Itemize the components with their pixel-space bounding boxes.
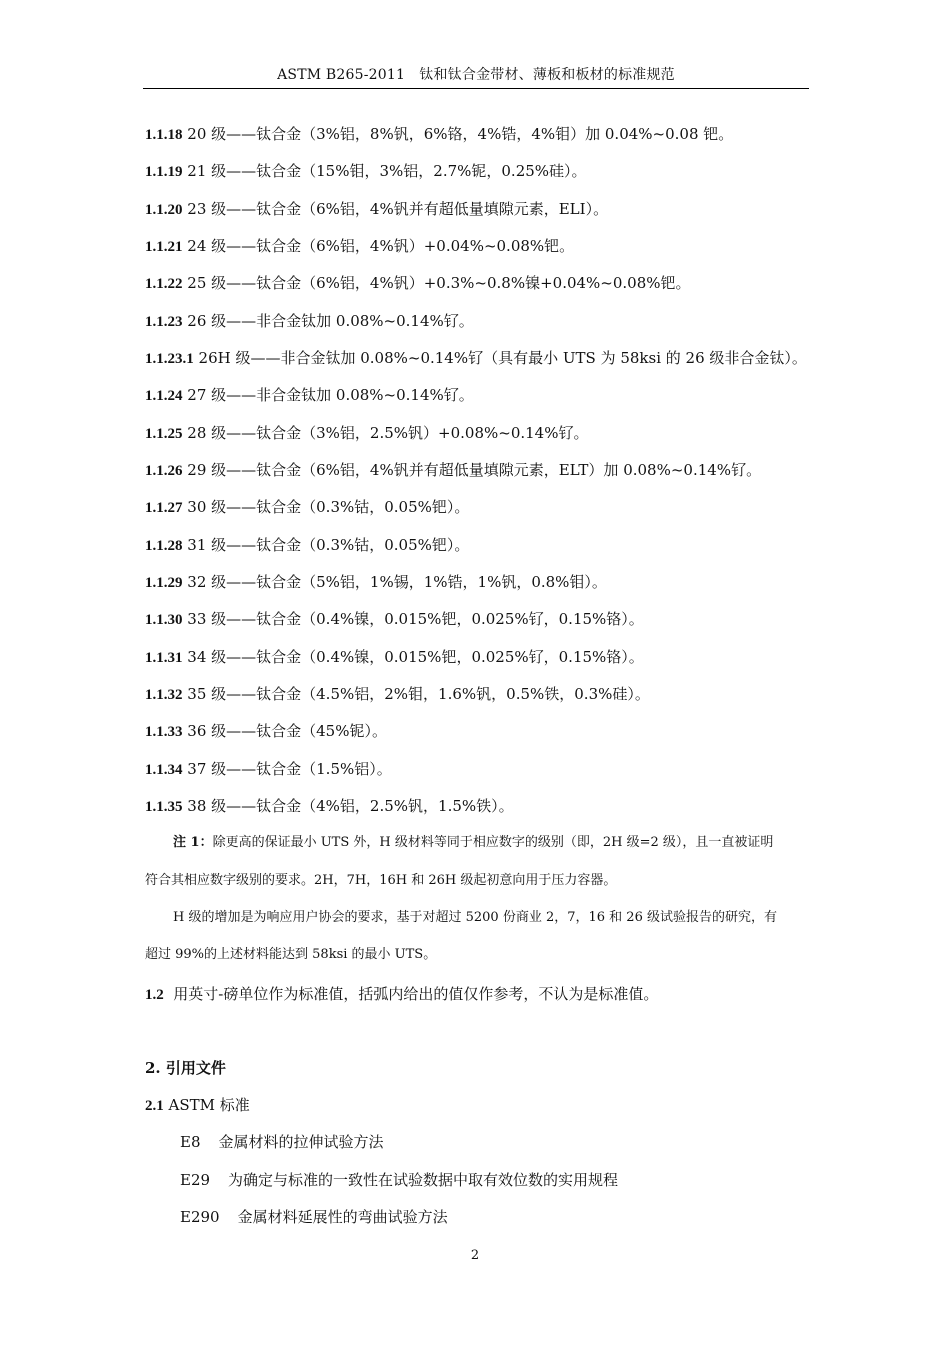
clause-number: 1.1.32: [145, 687, 183, 703]
clause-number: 1.1.31: [145, 650, 183, 666]
note-line-2: 符合其相应数字级别的要求。2H，7H，16H 和 26H 级起初意向用于压力容器。: [145, 873, 617, 888]
clause-1-1-28: [145, 533, 469, 557]
clause-text: 36 级——钛合金（45%铌）。: [187, 722, 387, 740]
clause-number: 1.1.24: [145, 388, 183, 404]
clause-text: 35 级——钛合金（4.5%铝，2%钼，1.6%钒，0.5%铁，0.3%硅）。: [187, 685, 650, 703]
clause-text: 34 级——钛合金（0.4%镍，0.015%钯，0.025%钌，0.15%铬）。: [187, 648, 644, 666]
clause-text: 30 级——钛合金（0.3%钴，0.05%钯）。: [187, 498, 470, 516]
section-2-title: 2. 引用文件: [145, 1059, 226, 1077]
clause-1-1-26: [145, 458, 761, 482]
page-header: ASTM B265-2011 钛和钛合金带材、薄板和板材的标准规范: [143, 62, 809, 89]
note-line-3: H 级的增加是为响应用户协会的要求，基于对超过 5200 份商业 2，7，16 和 26 级试验报告的研究，有: [173, 910, 777, 925]
clause-number: 1.1.30: [145, 612, 183, 628]
clause-1-2: [145, 982, 658, 1006]
clause-number: 1.1.28: [145, 538, 183, 554]
clause-number: 1.1.29: [145, 575, 183, 591]
clause-number: 1.1.25: [145, 426, 183, 442]
reference-code: E29: [180, 1171, 211, 1189]
clause-text: 26 级——非合金钛加 0.08%~0.14%钌。: [187, 312, 474, 330]
clause-1-1-31: [145, 645, 644, 669]
clause-1-1-32: [145, 682, 650, 706]
clause-text: 33 级——钛合金（0.4%镍，0.015%钯，0.025%钌，0.15%铬）。: [187, 610, 644, 628]
clause-number: 1.1.22: [145, 276, 183, 292]
clause-number: 1.1.23: [145, 314, 183, 330]
clause-number: 1.1.23.1: [145, 351, 194, 367]
reference-code: E8: [180, 1133, 201, 1151]
clause-1-1-23: [145, 309, 474, 333]
clause-1-1-24: [145, 383, 474, 407]
reference-e290: [180, 1205, 448, 1229]
clause-text: 23 级——钛合金（6%铝，4%钒并有超低量填隙元素，ELI）。: [187, 200, 609, 218]
clause-text: ASTM 标准: [168, 1096, 250, 1114]
clause-text: 37 级——钛合金（1.5%铝）。: [187, 760, 392, 778]
reference-title: 金属材料的拉伸试验方法: [218, 1133, 384, 1151]
clause-text: 29 级——钛合金（6%铝，4%钒并有超低量填隙元素，ELT）加 0.08%~0.14%钌。: [187, 461, 762, 479]
note-line-4: 超过 99%的上述材料能达到 58ksi 的最小 UTS。: [145, 947, 437, 962]
clause-1-1-35: [145, 794, 514, 818]
clause-text: 25 级——钛合金（6%铝，4%钒）+0.3%~0.8%镍+0.04%~0.08%钯。: [187, 274, 691, 292]
clause-text: 32 级——钛合金（5%铝，1%锡，1%锆，1%钒，0.8%钼）。: [187, 573, 607, 591]
clause-number: 2.1: [145, 1098, 164, 1114]
clause-text: 27 级——非合金钛加 0.08%~0.14%钌。: [187, 386, 474, 404]
clause-text: 用英寸-磅单位作为标准值，括弧内给出的值仅作参考，不认为是标准值。: [173, 985, 659, 1003]
reference-e29: [180, 1168, 618, 1192]
clause-1-1-29: [145, 570, 607, 594]
clause-1-1-33: [145, 719, 387, 743]
clause-1-1-20: [145, 197, 608, 221]
clause-number: 1.1.21: [145, 239, 183, 255]
clause-1-1-30: [145, 607, 644, 631]
clause-text: 24 级——钛合金（6%铝，4%钒）+0.04%~0.08%钯。: [187, 237, 575, 255]
page-number: 2: [470, 1248, 480, 1263]
clause-1-1-25: [145, 421, 588, 445]
clause-1-1-34: [145, 757, 392, 781]
clause-1-1-19: [145, 159, 587, 183]
clause-number: 1.1.27: [145, 500, 183, 516]
clause-number: 1.1.34: [145, 762, 183, 778]
clause-text: 31 级——钛合金（0.3%钴，0.05%钯）。: [187, 536, 470, 554]
clause-text: 28 级——钛合金（3%铝，2.5%钒）+0.08%~0.14%钌。: [187, 424, 589, 442]
reference-title: 为确定与标准的一致性在试验数据中取有效位数的实用规程: [228, 1171, 619, 1189]
clause-text: 20 级——钛合金（3%铝，8%钒，6%铬，4%锆，4%钼）加 0.04%~0.08 钯。: [187, 125, 734, 143]
clause-number: 1.1.33: [145, 724, 183, 740]
clause-number: 1.1.35: [145, 799, 183, 815]
clause-number: 1.2: [145, 987, 164, 1003]
reference-code: E290: [180, 1208, 220, 1226]
clause-number: 1.1.26: [145, 463, 183, 479]
note-line-1: 注 1：除更高的保证最小 UTS 外，H 级材料等同于相应数字的级别（即，2H 级=2 级），且一直被证明: [173, 835, 774, 850]
clause-1-1-22: [145, 271, 691, 295]
reference-title: 金属材料延展性的弯曲试验方法: [237, 1208, 448, 1226]
clause-text: 38 级——钛合金（4%铝，2.5%钒，1.5%铁）。: [187, 797, 514, 815]
clause-text: 26H 级——非合金钛加 0.08%~0.14%钌（具有最小 UTS 为 58ksi 的 26 级非合金钛）。: [198, 349, 807, 367]
clause-1-1-23-1: [145, 346, 807, 370]
reference-e8: [180, 1130, 384, 1154]
clause-text: 21 级——钛合金（15%钼，3%铝，2.7%铌，0.25%硅）。: [187, 162, 587, 180]
clause-1-1-27: [145, 495, 469, 519]
clause-1-1-18: [145, 122, 733, 146]
clause-number: 1.1.20: [145, 202, 183, 218]
clause-2-1: [145, 1093, 250, 1117]
clause-number: 1.1.19: [145, 164, 183, 180]
clause-number: 1.1.18: [145, 127, 183, 143]
note-label: 注 1：: [173, 835, 213, 850]
clause-1-1-21: [145, 234, 574, 258]
